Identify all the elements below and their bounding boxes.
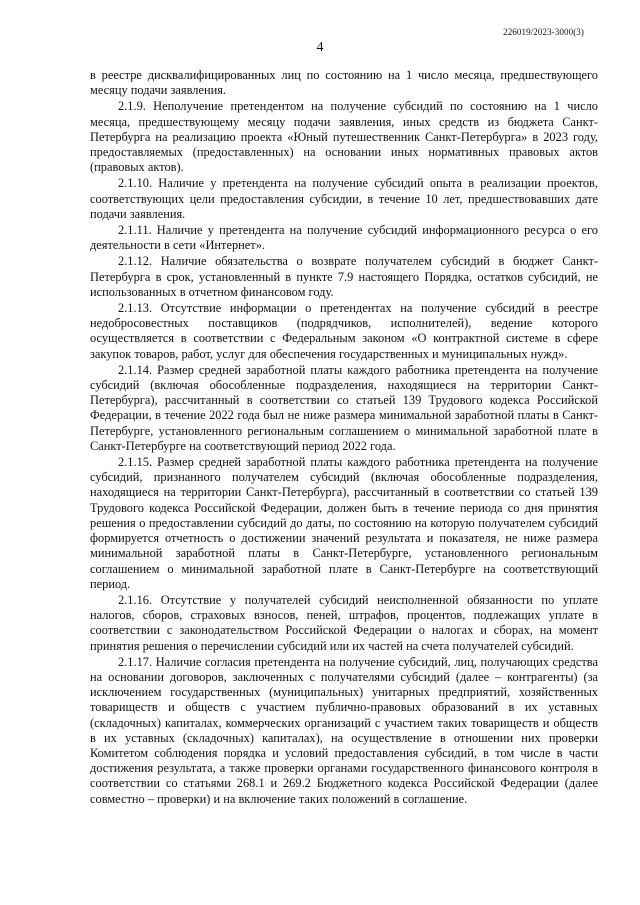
paragraph-2-1-9: 2.1.9. Неполучение претендентом на получение субсидий по состоянию на 1 число месяца, предшествующему месяцу подачи заявления, иных средств из бюджета Санкт-Петербурга на реализацию проекта «Юный путешественник Санкт-Петербурга» в 2023 году, предоставляемых (предоставленных) на основании иных нормативных правовых актов (правовых актов). (90, 99, 598, 175)
paragraph-2-1-10: 2.1.10. Наличие у претендента на получение субсидий опыта в реализации проектов, соответствующих цели предоставления субсидии, в течение 10 лет, предшествовавших дате подачи заявления. (90, 176, 598, 221)
paragraph-continuation: в реестре дисквалифицированных лиц по состоянию на 1 число месяца, предшествующего месяцу подачи заявления. (90, 68, 598, 98)
document-registration-number: 226019/2023-3000(3) (503, 27, 584, 37)
paragraph-2-1-15: 2.1.15. Размер средней заработной платы каждого работника претендента на получение субсидий, признанного получателем субсидий (включая обособленные подразделения, находящиеся на территории Санкт-Петербурга), рассчитанный в соответствии со статьей 139 Трудового кодекса Российской Федерации, должен быть в течение периода со дня принятия решения о предоставлении субсидий до даты, по состоянию на которую получателем субсидий формируется отчетность о достижении значений результата и показателя, не ниже размера минимальной заработной платы в Санкт-Петербурге, установленного региональным соглашением о минимальной заработной плате в Санкт-Петербурге на соответствующий период. (90, 455, 598, 591)
paragraph-2-1-13: 2.1.13. Отсутствие информации о претендентах на получение субсидий в реестре недобросовестных поставщиков (подрядчиков, исполнителей), ведение которого осуществляется в соответствии с Федеральным законом «О контрактной системе в сфере закупок товаров, работ, услуг для обеспечения государственных и муниципальных нужд». (90, 301, 598, 361)
paragraph-2-1-12: 2.1.12. Наличие обязательства о возврате получателем субсидий в бюджет Санкт-Петербурга в срок, установленный в пункте 7.9 настоящего Порядка, остатков субсидий, не использованных в отчетном финансовом году. (90, 254, 598, 299)
paragraph-2-1-14: 2.1.14. Размер средней заработной платы каждого работника претендента на получение субсидий (включая обособленные подразделения, находящиеся на территории Санкт-Петербурга), рассчитанный в соответствии со статьей 139 Трудового кодекса Российской Федерации, в течение 2022 года был не ниже размера минимальной заработной платы в Санкт-Петербурге, установленного региональным соглашением о минимальной заработной плате в Санкт-Петербурге на соответствующий период 2022 года. (90, 362, 598, 453)
paragraph-2-1-11: 2.1.11. Наличие у претендента на получение субсидий информационного ресурса о его деятельности в сети «Интернет». (90, 223, 598, 253)
document-body (90, 68, 598, 807)
paragraph-2-1-17: 2.1.17. Наличие согласия претендента на получение субсидий, лиц, получающих средства на основании договоров, заключенных с получателями субсидий (далее – контрагенты) (за исключением государственных (муниципальных) унитарных предприятий, хозяйственных товариществ и обществ с участием публично-правовых образований в их уставных (складочных) капиталах, коммерческих организаций с участием таких товариществ и обществ в их уставных (складочных) капиталах), на осуществление в отношении них проверки Комитетом соблюдения порядка и условий предоставления субсидий, в том числе в части достижения результата, а также проверки органами государственного финансового контроля в соответствии со статьями 268.1 и 269.2 Бюджетного кодекса Российской Федерации (далее совместно – проверки) и на включение таких положений в соглашение. (90, 654, 598, 806)
page-number: 4 (316, 40, 324, 55)
paragraph-2-1-16: 2.1.16. Отсутствие у получателей субсидий неисполненной обязанности по уплате налогов, сборов, страховых взносов, пеней, штрафов, процентов, подлежащих уплате в соответствии с законодательством Российской Федерации о налогах и сборах, на момент принятия решения о перечислении субсидий или их частей на счета получателей субсидий. (90, 592, 598, 653)
